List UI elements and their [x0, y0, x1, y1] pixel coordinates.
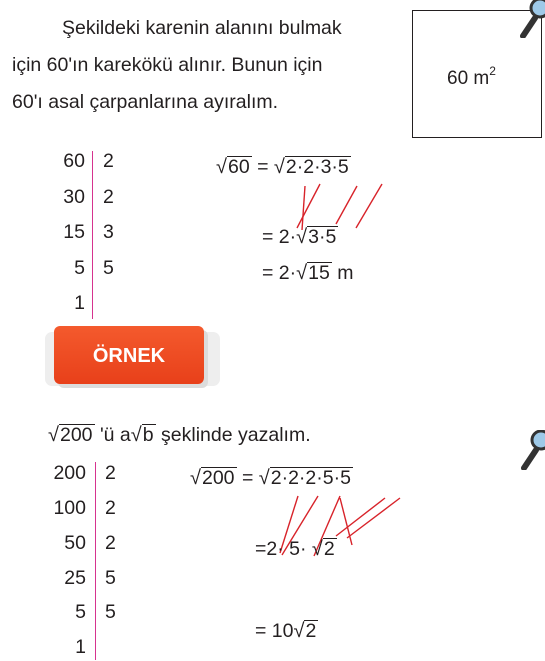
radicand: 60	[227, 156, 250, 178]
radicand: 2·2·2·5·5	[270, 467, 351, 489]
radical-sign: √	[293, 620, 305, 642]
radicand: 2	[323, 538, 335, 560]
radical-sign: √	[296, 226, 308, 248]
radical-sign: √	[258, 467, 270, 489]
factor-prime: 2	[103, 150, 114, 172]
factor-number: 5	[74, 257, 85, 279]
equation-part: · 5	[277, 538, 300, 560]
factor-number: 1	[74, 292, 85, 314]
factor-prime: 5	[105, 567, 116, 589]
factor-number: 25	[64, 567, 86, 589]
intro-line-1: Şekildeki karenin alanını bulmak	[62, 17, 342, 39]
equation-part: ·	[300, 538, 312, 560]
square-area-exponent: 2	[489, 64, 496, 78]
factor-number: 200	[53, 462, 86, 484]
factor-number: 60	[63, 150, 85, 172]
factor-prime: 2	[105, 497, 116, 519]
factor-number: 1	[75, 636, 86, 658]
radical-sign: √	[130, 424, 142, 446]
unit-label: m	[331, 262, 354, 284]
example-tab: ÖRNEK	[54, 326, 204, 384]
factor-prime: 2	[105, 532, 116, 554]
factor-number: 100	[53, 497, 86, 519]
task-text: şeklinde yazalım.	[155, 424, 311, 446]
factor-divider-line	[95, 462, 96, 660]
radicand: 2·2·3·5	[285, 156, 349, 178]
factor-prime: 5	[103, 257, 114, 279]
radicand: b	[142, 424, 154, 446]
radicand: 15	[308, 262, 330, 284]
intro-line-2: için 60'ın karekökü alınır. Bunun için	[12, 54, 323, 76]
radical-sign: √	[296, 262, 308, 284]
intro-line-3: 60'ı asal çarpanlarına ayıralım.	[12, 91, 279, 113]
task-suffix: 'ü a	[94, 424, 131, 446]
radical-sign: √	[190, 467, 201, 489]
equation-part: =2	[255, 538, 278, 560]
equation-prefix: = 10	[255, 620, 294, 642]
radicand: 2	[305, 620, 317, 642]
factor-prime: 2	[105, 462, 116, 484]
equation-sqrt200-line1: √200 = √2·2·2·5·5	[190, 467, 351, 489]
radical-sign: √	[48, 424, 59, 446]
task-statement	[48, 424, 311, 447]
factor-number: 5	[75, 601, 86, 623]
strike-lines-60	[297, 184, 382, 230]
radicand: 200	[201, 467, 235, 489]
equation-prefix: = 2·	[262, 262, 297, 284]
equation-sqrt200-line3	[255, 620, 318, 643]
equation-sqrt200-line2	[255, 538, 337, 561]
equation-sqrt60-line1: √60 = √2·2·3·5	[216, 156, 349, 178]
factor-prime: 3	[103, 221, 114, 243]
radicand: 3·5	[308, 226, 337, 248]
factor-prime: 5	[105, 601, 116, 623]
factor-number: 15	[63, 221, 85, 243]
radical-sign: √	[216, 156, 227, 178]
factor-number: 50	[64, 532, 86, 554]
radicand: 200	[59, 424, 93, 446]
equation-prefix: = 2·	[262, 226, 297, 248]
radical-sign: √	[311, 538, 323, 560]
factor-prime: 2	[103, 186, 114, 208]
radical-sign: √	[273, 156, 285, 178]
factor-number: 30	[63, 186, 85, 208]
square-area-value: 60 m	[447, 68, 490, 89]
